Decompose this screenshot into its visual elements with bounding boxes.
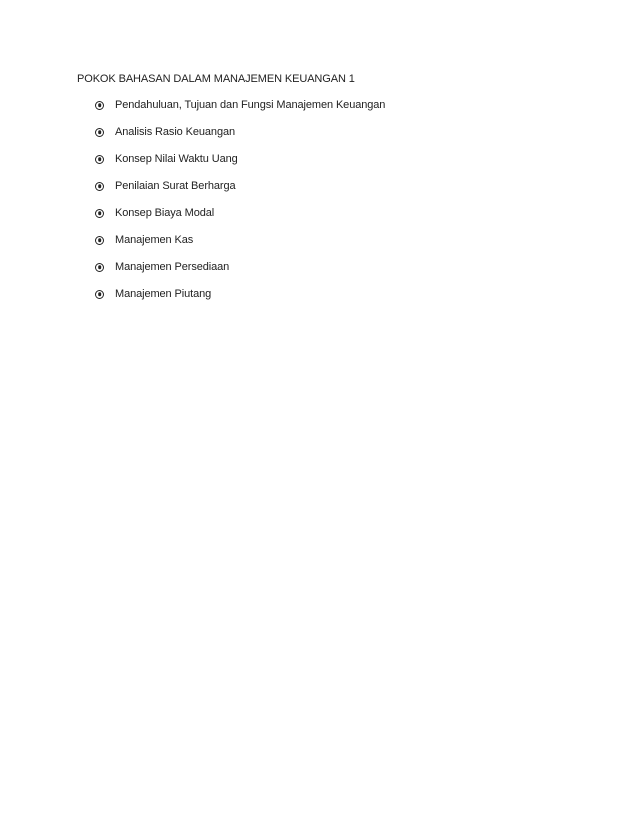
list-item bbox=[95, 260, 229, 274]
list-item bbox=[95, 287, 211, 301]
list-item bbox=[95, 125, 235, 139]
list-item-label: Konsep Nilai Waktu Uang bbox=[115, 153, 238, 165]
radio-bullet-icon bbox=[95, 290, 104, 299]
radio-bullet-icon bbox=[95, 128, 104, 137]
list-item bbox=[95, 206, 214, 220]
list-item-label: Pendahuluan, Tujuan dan Fungsi Manajemen Keuangan bbox=[115, 99, 386, 111]
list-item bbox=[95, 98, 385, 112]
list-item bbox=[95, 152, 238, 166]
list-item-label: Manajemen Kas bbox=[115, 234, 194, 246]
list-item-label: Konsep Biaya Modal bbox=[115, 207, 215, 219]
page-title: POKOK BAHASAN DALAM MANAJEMEN KEUANGAN 1 bbox=[77, 73, 355, 85]
radio-bullet-icon bbox=[95, 155, 104, 164]
radio-bullet-icon bbox=[95, 101, 104, 110]
list-item-label: Manajemen Persediaan bbox=[115, 261, 230, 273]
radio-bullet-icon bbox=[95, 263, 104, 272]
list-item bbox=[95, 179, 236, 193]
radio-bullet-icon bbox=[95, 209, 104, 218]
radio-bullet-icon bbox=[95, 236, 104, 245]
radio-bullet-icon bbox=[95, 182, 104, 191]
list-item-label: Penilaian Surat Berharga bbox=[115, 180, 236, 192]
list-item-label: Manajemen Piutang bbox=[115, 288, 212, 300]
list-item-label: Analisis Rasio Keuangan bbox=[115, 126, 236, 138]
list-item bbox=[95, 233, 193, 247]
